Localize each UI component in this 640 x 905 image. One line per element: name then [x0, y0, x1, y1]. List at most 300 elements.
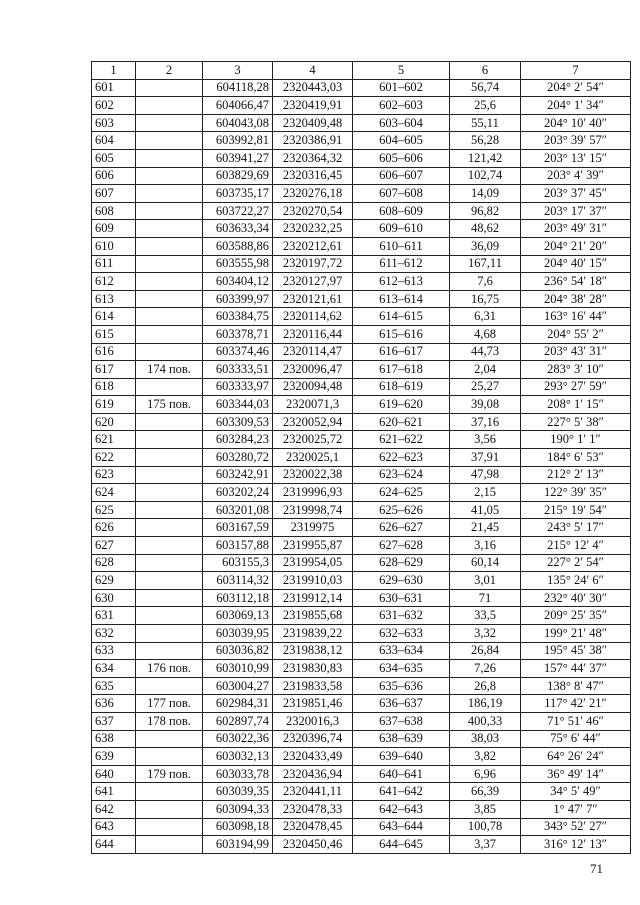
cell-length: 6,31 — [450, 308, 521, 326]
cell-point-number: 628 — [92, 554, 136, 572]
cell-y-coordinate: 2320364,32 — [273, 149, 353, 167]
cell-bearing: 203° 4′ 39″ — [521, 167, 631, 185]
table-row — [92, 97, 631, 115]
cell-point-number: 631 — [92, 607, 136, 625]
cell-bearing: 71° 51′ 46″ — [521, 712, 631, 730]
cell-bearing: 227° 2′ 54″ — [521, 554, 631, 572]
table-row — [92, 572, 631, 590]
cell-length: 33,5 — [450, 607, 521, 625]
cell-turn-label — [136, 97, 203, 115]
column-header-6: 6 — [450, 62, 521, 80]
cell-segment: 603–604 — [353, 114, 450, 132]
cell-x-coordinate: 603992,81 — [203, 132, 273, 150]
cell-y-coordinate: 2320232,25 — [273, 220, 353, 238]
cell-bearing: 293° 27′ 59″ — [521, 378, 631, 396]
cell-y-coordinate: 2319954,05 — [273, 554, 353, 572]
cell-length: 7,26 — [450, 660, 521, 678]
cell-turn-label — [136, 149, 203, 167]
cell-length: 37,16 — [450, 413, 521, 431]
cell-bearing: 203° 13′ 15″ — [521, 149, 631, 167]
cell-turn-label — [136, 501, 203, 519]
cell-turn-label — [136, 167, 203, 185]
cell-x-coordinate: 603378,71 — [203, 325, 273, 343]
cell-x-coordinate: 603735,17 — [203, 185, 273, 203]
cell-point-number: 611 — [92, 255, 136, 273]
cell-turn-label — [136, 237, 203, 255]
cell-point-number: 643 — [92, 818, 136, 836]
cell-length: 26,84 — [450, 642, 521, 660]
table-row — [92, 625, 631, 643]
cell-point-number: 607 — [92, 185, 136, 203]
cell-point-number: 617 — [92, 361, 136, 379]
table-header-row — [92, 62, 631, 80]
column-header-1: 1 — [92, 62, 136, 80]
table-row — [92, 607, 631, 625]
cell-y-coordinate: 2320212,61 — [273, 237, 353, 255]
cell-turn-label — [136, 625, 203, 643]
cell-segment: 617–618 — [353, 361, 450, 379]
cell-segment: 639–640 — [353, 748, 450, 766]
cell-x-coordinate: 603333,51 — [203, 361, 273, 379]
cell-segment: 613–614 — [353, 290, 450, 308]
cell-turn-label — [136, 273, 203, 291]
cell-y-coordinate: 2320441,11 — [273, 783, 353, 801]
cell-y-coordinate: 2319839,22 — [273, 625, 353, 643]
cell-x-coordinate: 603112,18 — [203, 589, 273, 607]
cell-segment: 634–635 — [353, 660, 450, 678]
table-row — [92, 343, 631, 361]
cell-y-coordinate: 2319855,68 — [273, 607, 353, 625]
coordinates-table — [91, 61, 631, 854]
cell-point-number: 634 — [92, 660, 136, 678]
cell-length: 3,56 — [450, 431, 521, 449]
cell-length: 60,14 — [450, 554, 521, 572]
cell-bearing: 157° 44′ 37″ — [521, 660, 631, 678]
table-row — [92, 361, 631, 379]
cell-segment: 602–603 — [353, 97, 450, 115]
cell-length: 100,78 — [450, 818, 521, 836]
cell-bearing: 204° 2′ 54″ — [521, 79, 631, 97]
cell-point-number: 640 — [92, 765, 136, 783]
cell-bearing: 138° 8′ 47″ — [521, 677, 631, 695]
cell-point-number: 644 — [92, 836, 136, 854]
cell-turn-label: 179 пов. — [136, 765, 203, 783]
cell-segment: 627–628 — [353, 537, 450, 555]
cell-turn-label — [136, 255, 203, 273]
cell-turn-label: 176 пов. — [136, 660, 203, 678]
cell-y-coordinate: 2320433,49 — [273, 748, 353, 766]
cell-turn-label — [136, 783, 203, 801]
cell-turn-label — [136, 554, 203, 572]
cell-segment: 611–612 — [353, 255, 450, 273]
table-row — [92, 642, 631, 660]
cell-turn-label — [136, 325, 203, 343]
cell-x-coordinate: 603941,27 — [203, 149, 273, 167]
cell-segment: 637–638 — [353, 712, 450, 730]
table-row — [92, 325, 631, 343]
cell-length: 167,11 — [450, 255, 521, 273]
cell-segment: 621–622 — [353, 431, 450, 449]
cell-segment: 628–629 — [353, 554, 450, 572]
cell-segment: 626–627 — [353, 519, 450, 537]
page-number: 71 — [590, 861, 603, 876]
cell-y-coordinate: 2320443,03 — [273, 79, 353, 97]
table-row — [92, 449, 631, 467]
cell-point-number: 606 — [92, 167, 136, 185]
cell-x-coordinate: 603010,99 — [203, 660, 273, 678]
cell-y-coordinate: 2320478,33 — [273, 800, 353, 818]
cell-segment: 624–625 — [353, 484, 450, 502]
cell-x-coordinate: 603201,08 — [203, 501, 273, 519]
table-row — [92, 185, 631, 203]
cell-length: 2,15 — [450, 484, 521, 502]
cell-x-coordinate: 603032,13 — [203, 748, 273, 766]
cell-bearing: 204° 21′ 20″ — [521, 237, 631, 255]
cell-y-coordinate: 2319996,93 — [273, 484, 353, 502]
cell-bearing: 204° 1′ 34″ — [521, 97, 631, 115]
cell-y-coordinate: 2320016,3 — [273, 712, 353, 730]
table-row — [92, 836, 631, 854]
cell-turn-label: 178 пов. — [136, 712, 203, 730]
cell-turn-label — [136, 378, 203, 396]
cell-turn-label — [136, 818, 203, 836]
table-row — [92, 519, 631, 537]
cell-bearing: 343° 52′ 27″ — [521, 818, 631, 836]
cell-turn-label — [136, 114, 203, 132]
cell-bearing: 204° 55′ 2″ — [521, 325, 631, 343]
cell-length: 3,16 — [450, 537, 521, 555]
cell-point-number: 612 — [92, 273, 136, 291]
cell-x-coordinate: 603114,32 — [203, 572, 273, 590]
cell-length: 47,98 — [450, 466, 521, 484]
cell-segment: 612–613 — [353, 273, 450, 291]
cell-length: 71 — [450, 589, 521, 607]
cell-y-coordinate: 2320409,48 — [273, 114, 353, 132]
cell-bearing: 208° 1′ 15″ — [521, 396, 631, 414]
cell-x-coordinate: 603039,35 — [203, 783, 273, 801]
table-row — [92, 114, 631, 132]
table-row — [92, 273, 631, 291]
column-header-4: 4 — [273, 62, 353, 80]
table-row — [92, 712, 631, 730]
cell-length: 36,09 — [450, 237, 521, 255]
cell-bearing: 199° 21′ 48″ — [521, 625, 631, 643]
cell-x-coordinate: 603384,75 — [203, 308, 273, 326]
cell-length: 96,82 — [450, 202, 521, 220]
cell-segment: 630–631 — [353, 589, 450, 607]
cell-segment: 609–610 — [353, 220, 450, 238]
cell-segment: 619–620 — [353, 396, 450, 414]
cell-segment: 641–642 — [353, 783, 450, 801]
cell-y-coordinate: 2320096,47 — [273, 361, 353, 379]
cell-bearing: 227° 5′ 38″ — [521, 413, 631, 431]
cell-length: 25,27 — [450, 378, 521, 396]
cell-point-number: 639 — [92, 748, 136, 766]
cell-x-coordinate: 603633,34 — [203, 220, 273, 238]
cell-y-coordinate: 2320121,61 — [273, 290, 353, 308]
cell-x-coordinate: 603022,36 — [203, 730, 273, 748]
cell-turn-label — [136, 449, 203, 467]
cell-y-coordinate: 2319912,14 — [273, 589, 353, 607]
cell-segment: 604–605 — [353, 132, 450, 150]
table-row — [92, 783, 631, 801]
cell-turn-label — [136, 642, 203, 660]
cell-bearing: 212° 2′ 13″ — [521, 466, 631, 484]
cell-y-coordinate: 2320270,54 — [273, 202, 353, 220]
cell-point-number: 635 — [92, 677, 136, 695]
cell-y-coordinate: 2319998,74 — [273, 501, 353, 519]
cell-turn-label — [136, 413, 203, 431]
cell-turn-label — [136, 748, 203, 766]
cell-x-coordinate: 603069,13 — [203, 607, 273, 625]
cell-point-number: 605 — [92, 149, 136, 167]
cell-x-coordinate: 603722,27 — [203, 202, 273, 220]
cell-x-coordinate: 603374,46 — [203, 343, 273, 361]
cell-x-coordinate: 603167,59 — [203, 519, 273, 537]
cell-bearing: 204° 10′ 40″ — [521, 114, 631, 132]
table-row — [92, 765, 631, 783]
cell-length: 39,08 — [450, 396, 521, 414]
cell-segment: 615–616 — [353, 325, 450, 343]
cell-y-coordinate: 2320114,47 — [273, 343, 353, 361]
table-row — [92, 431, 631, 449]
cell-point-number: 615 — [92, 325, 136, 343]
cell-bearing: 236° 54′ 18″ — [521, 273, 631, 291]
cell-x-coordinate: 604066,47 — [203, 97, 273, 115]
table-row — [92, 730, 631, 748]
cell-y-coordinate: 2320450,46 — [273, 836, 353, 854]
cell-x-coordinate: 603280,72 — [203, 449, 273, 467]
cell-segment: 620–621 — [353, 413, 450, 431]
cell-x-coordinate: 603098,18 — [203, 818, 273, 836]
cell-segment: 618–619 — [353, 378, 450, 396]
table-row — [92, 677, 631, 695]
cell-x-coordinate: 602984,31 — [203, 695, 273, 713]
column-header-3: 3 — [203, 62, 273, 80]
cell-y-coordinate: 2320276,18 — [273, 185, 353, 203]
cell-y-coordinate: 2320052,94 — [273, 413, 353, 431]
table-row — [92, 800, 631, 818]
cell-y-coordinate: 2320396,74 — [273, 730, 353, 748]
cell-turn-label — [136, 290, 203, 308]
cell-x-coordinate: 603242,91 — [203, 466, 273, 484]
cell-segment: 644–645 — [353, 836, 450, 854]
cell-turn-label — [136, 132, 203, 150]
cell-y-coordinate: 2320114,62 — [273, 308, 353, 326]
column-header-2: 2 — [136, 62, 203, 80]
cell-point-number: 636 — [92, 695, 136, 713]
cell-y-coordinate: 2320316,45 — [273, 167, 353, 185]
cell-segment: 640–641 — [353, 765, 450, 783]
cell-turn-label: 175 пов. — [136, 396, 203, 414]
cell-length: 66,39 — [450, 783, 521, 801]
cell-y-coordinate: 2320436,94 — [273, 765, 353, 783]
cell-length: 26,8 — [450, 677, 521, 695]
cell-point-number: 642 — [92, 800, 136, 818]
table-row — [92, 501, 631, 519]
cell-length: 3,01 — [450, 572, 521, 590]
cell-point-number: 603 — [92, 114, 136, 132]
table-row — [92, 149, 631, 167]
cell-point-number: 610 — [92, 237, 136, 255]
cell-bearing: 203° 37′ 45″ — [521, 185, 631, 203]
cell-bearing: 203° 49′ 31″ — [521, 220, 631, 238]
cell-turn-label — [136, 836, 203, 854]
cell-turn-label — [136, 308, 203, 326]
cell-length: 38,03 — [450, 730, 521, 748]
cell-y-coordinate: 2320127,97 — [273, 273, 353, 291]
cell-point-number: 633 — [92, 642, 136, 660]
cell-length: 56,28 — [450, 132, 521, 150]
cell-x-coordinate: 603404,12 — [203, 273, 273, 291]
table-row — [92, 466, 631, 484]
cell-segment: 636–637 — [353, 695, 450, 713]
table-row — [92, 202, 631, 220]
cell-segment: 614–615 — [353, 308, 450, 326]
cell-x-coordinate: 604043,08 — [203, 114, 273, 132]
cell-segment: 616–617 — [353, 343, 450, 361]
cell-x-coordinate: 603033,78 — [203, 765, 273, 783]
cell-turn-label — [136, 677, 203, 695]
table-body — [92, 79, 631, 853]
cell-turn-label — [136, 466, 203, 484]
cell-length: 3,32 — [450, 625, 521, 643]
cell-point-number: 626 — [92, 519, 136, 537]
cell-bearing: 135° 24′ 6″ — [521, 572, 631, 590]
cell-length: 3,85 — [450, 800, 521, 818]
table-row — [92, 695, 631, 713]
cell-bearing: 203° 43′ 31″ — [521, 343, 631, 361]
cell-y-coordinate: 2320419,91 — [273, 97, 353, 115]
cell-bearing: 316° 12′ 13″ — [521, 836, 631, 854]
table-row — [92, 255, 631, 273]
table-row — [92, 537, 631, 555]
cell-bearing: 232° 40′ 30″ — [521, 589, 631, 607]
cell-bearing: 203° 17′ 37″ — [521, 202, 631, 220]
cell-x-coordinate: 603344,03 — [203, 396, 273, 414]
cell-point-number: 613 — [92, 290, 136, 308]
cell-turn-label — [136, 484, 203, 502]
cell-turn-label: 177 пов. — [136, 695, 203, 713]
cell-turn-label — [136, 431, 203, 449]
cell-segment: 638–639 — [353, 730, 450, 748]
cell-y-coordinate: 2319955,87 — [273, 537, 353, 555]
cell-y-coordinate: 2320197,72 — [273, 255, 353, 273]
cell-bearing: 190° 1′ 1″ — [521, 431, 631, 449]
cell-point-number: 621 — [92, 431, 136, 449]
cell-x-coordinate: 603284,23 — [203, 431, 273, 449]
cell-segment: 607–608 — [353, 185, 450, 203]
cell-point-number: 637 — [92, 712, 136, 730]
table-row — [92, 396, 631, 414]
cell-turn-label — [136, 185, 203, 203]
cell-bearing: 117° 42′ 21″ — [521, 695, 631, 713]
table-row — [92, 378, 631, 396]
cell-point-number: 632 — [92, 625, 136, 643]
cell-bearing: 215° 19′ 54″ — [521, 501, 631, 519]
cell-y-coordinate: 2320386,91 — [273, 132, 353, 150]
cell-x-coordinate: 603829,69 — [203, 167, 273, 185]
cell-point-number: 630 — [92, 589, 136, 607]
cell-length: 44,73 — [450, 343, 521, 361]
cell-bearing: 243° 5′ 17″ — [521, 519, 631, 537]
cell-point-number: 623 — [92, 466, 136, 484]
cell-bearing: 75° 6′ 44″ — [521, 730, 631, 748]
cell-turn-label: 174 пов. — [136, 361, 203, 379]
table-row — [92, 589, 631, 607]
cell-point-number: 602 — [92, 97, 136, 115]
cell-bearing: 36° 49′ 14″ — [521, 765, 631, 783]
cell-turn-label — [136, 572, 203, 590]
cell-bearing: 163° 16′ 44″ — [521, 308, 631, 326]
cell-segment: 631–632 — [353, 607, 450, 625]
cell-length: 121,42 — [450, 149, 521, 167]
cell-x-coordinate: 603555,98 — [203, 255, 273, 273]
cell-bearing: 283° 3′ 10″ — [521, 361, 631, 379]
cell-y-coordinate: 2320116,44 — [273, 325, 353, 343]
cell-bearing: 34° 5′ 49″ — [521, 783, 631, 801]
cell-point-number: 619 — [92, 396, 136, 414]
cell-point-number: 608 — [92, 202, 136, 220]
table-row — [92, 79, 631, 97]
cell-point-number: 641 — [92, 783, 136, 801]
cell-x-coordinate: 603588,86 — [203, 237, 273, 255]
cell-x-coordinate: 603155,3 — [203, 554, 273, 572]
cell-bearing: 1° 47′ 7″ — [521, 800, 631, 818]
cell-y-coordinate: 2320025,72 — [273, 431, 353, 449]
cell-y-coordinate: 2320071,3 — [273, 396, 353, 414]
cell-segment: 605–606 — [353, 149, 450, 167]
cell-turn-label — [136, 79, 203, 97]
cell-y-coordinate: 2320022,38 — [273, 466, 353, 484]
cell-point-number: 604 — [92, 132, 136, 150]
cell-segment: 643–644 — [353, 818, 450, 836]
cell-length: 3,82 — [450, 748, 521, 766]
cell-length: 7,6 — [450, 273, 521, 291]
cell-segment: 606–607 — [353, 167, 450, 185]
cell-x-coordinate: 604118,28 — [203, 79, 273, 97]
cell-length: 3,37 — [450, 836, 521, 854]
cell-y-coordinate: 2319830,83 — [273, 660, 353, 678]
table-row — [92, 290, 631, 308]
cell-length: 37,91 — [450, 449, 521, 467]
cell-length: 6,96 — [450, 765, 521, 783]
table-row — [92, 413, 631, 431]
cell-turn-label — [136, 589, 203, 607]
cell-point-number: 609 — [92, 220, 136, 238]
cell-y-coordinate: 2320094,48 — [273, 378, 353, 396]
cell-length: 41,05 — [450, 501, 521, 519]
cell-turn-label — [136, 537, 203, 555]
table-row — [92, 748, 631, 766]
cell-turn-label — [136, 343, 203, 361]
cell-x-coordinate: 603036,82 — [203, 642, 273, 660]
cell-segment: 625–626 — [353, 501, 450, 519]
cell-x-coordinate: 603333,97 — [203, 378, 273, 396]
cell-point-number: 622 — [92, 449, 136, 467]
cell-length: 400,33 — [450, 712, 521, 730]
cell-segment: 633–634 — [353, 642, 450, 660]
cell-x-coordinate: 603194,99 — [203, 836, 273, 854]
cell-turn-label — [136, 202, 203, 220]
cell-point-number: 616 — [92, 343, 136, 361]
cell-x-coordinate: 603094,33 — [203, 800, 273, 818]
cell-turn-label — [136, 607, 203, 625]
cell-length: 25,6 — [450, 97, 521, 115]
cell-x-coordinate: 603039,95 — [203, 625, 273, 643]
cell-bearing: 184° 6′ 53″ — [521, 449, 631, 467]
cell-length: 48,62 — [450, 220, 521, 238]
